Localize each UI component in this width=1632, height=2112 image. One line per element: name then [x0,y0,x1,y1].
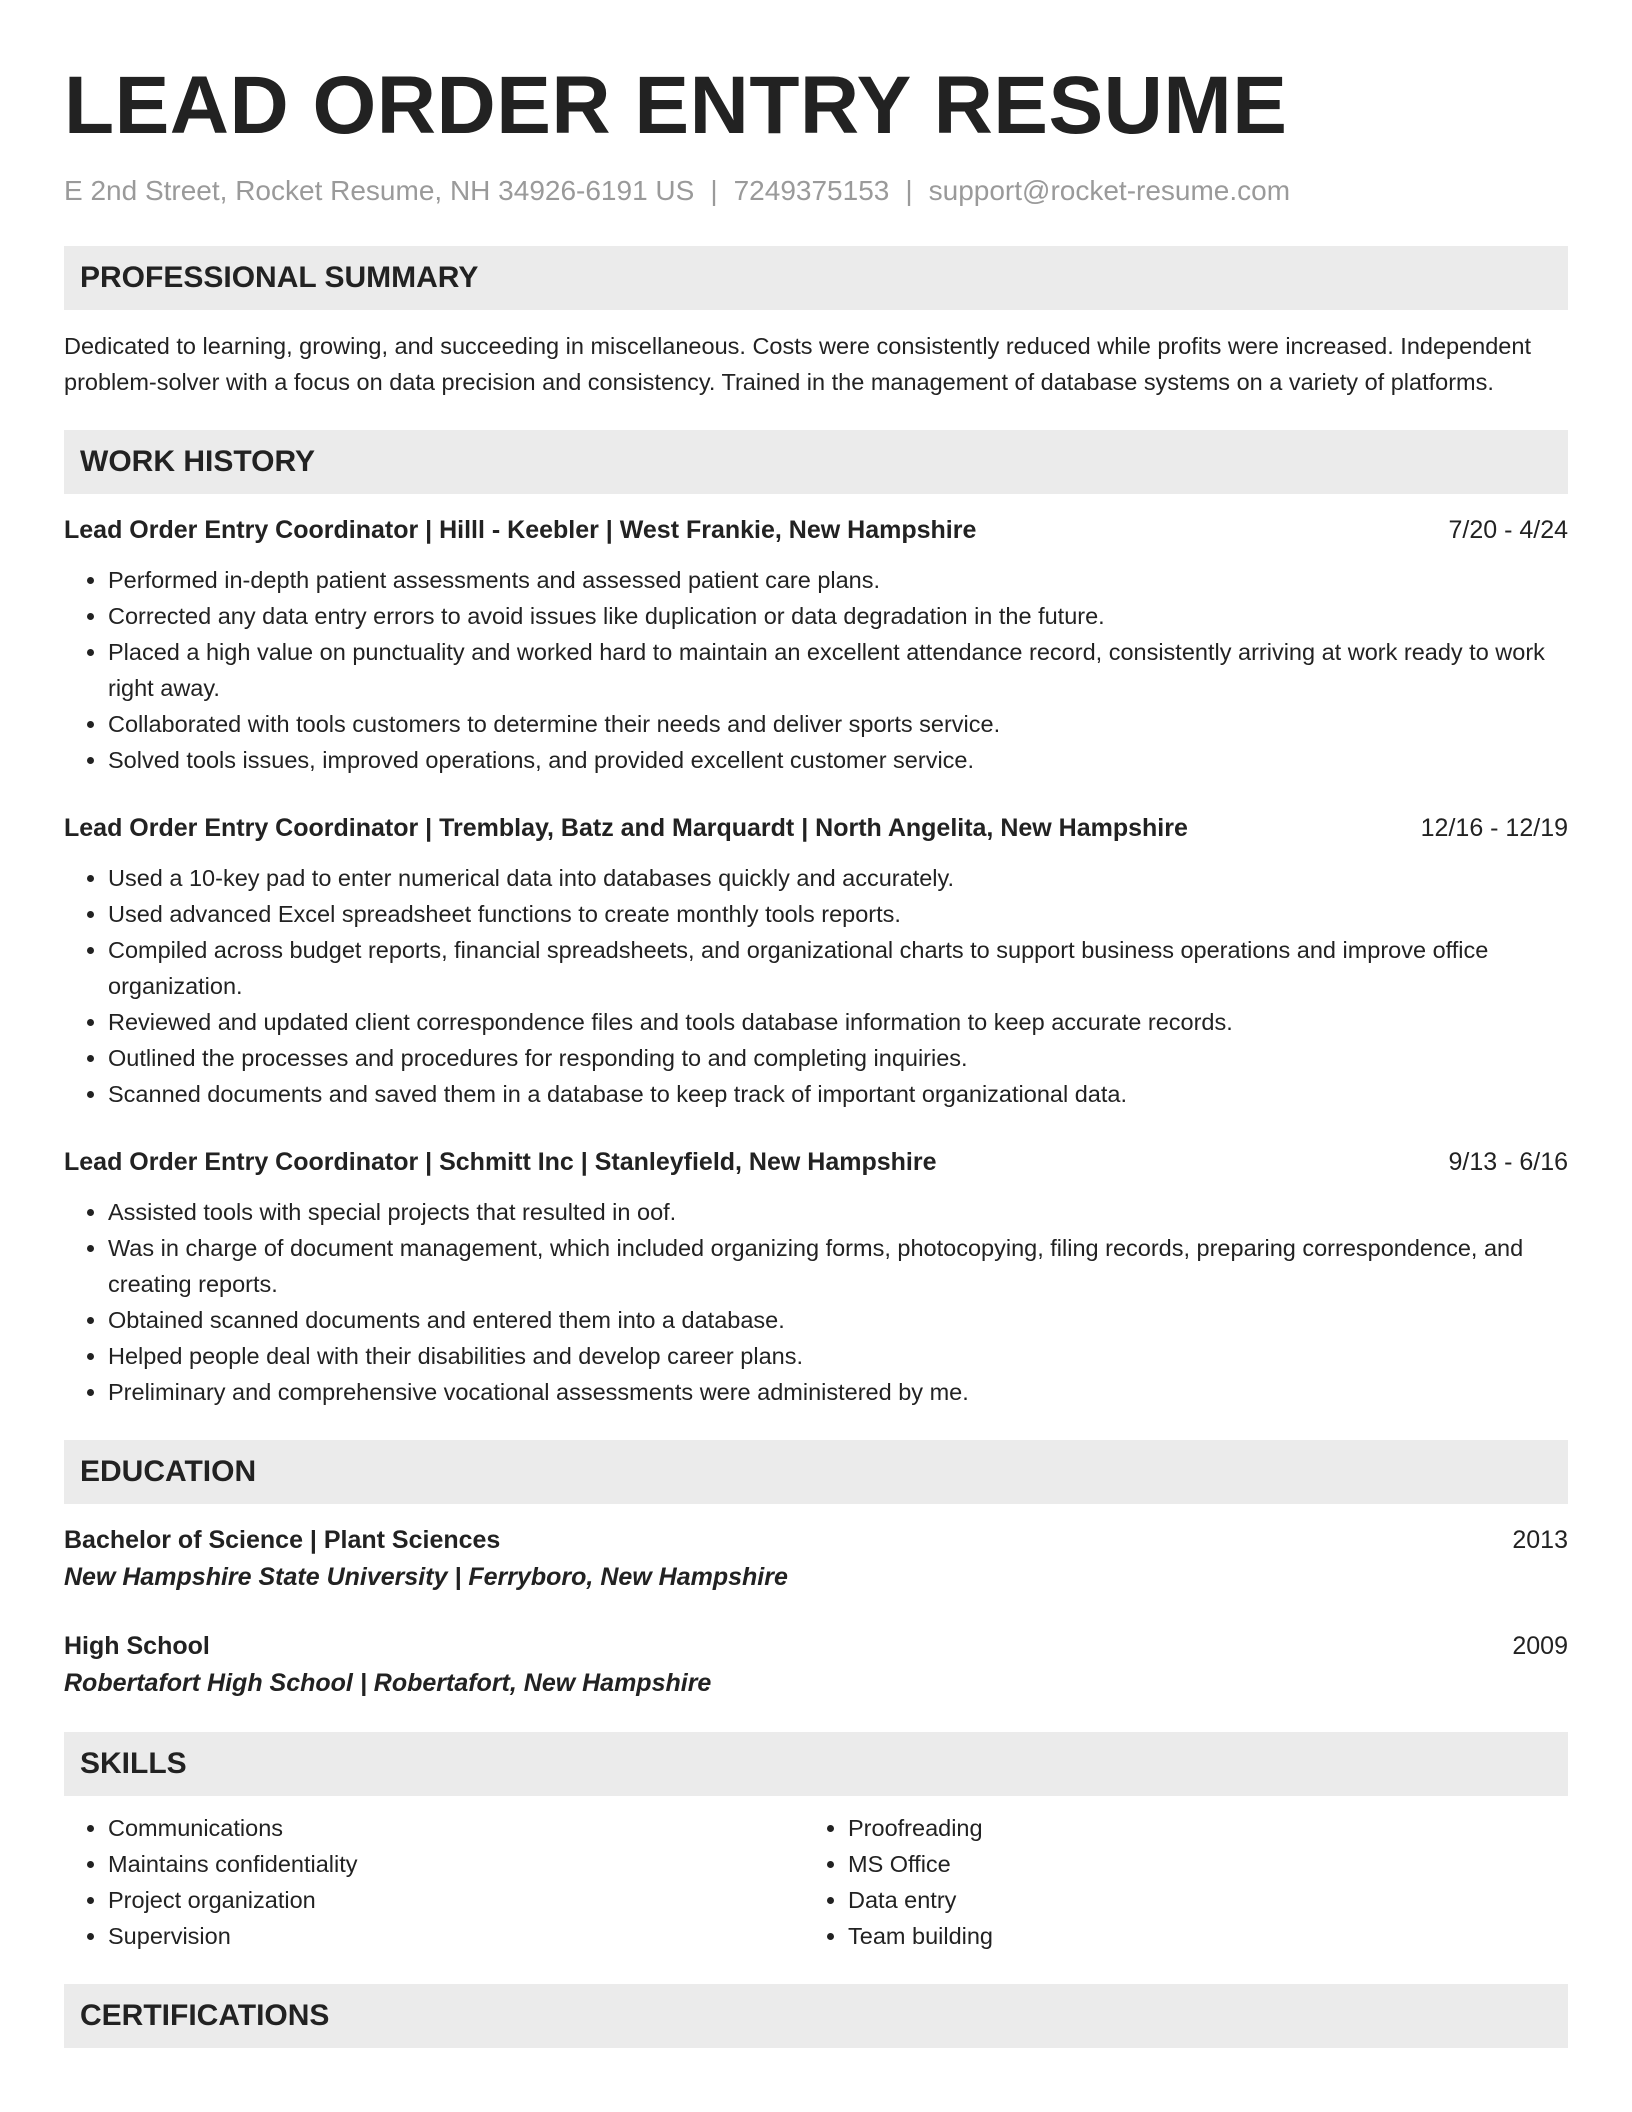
skills-column-left [64,1810,804,1954]
education-entry [64,1628,1568,1702]
resume-title: LEAD ORDER ENTRY RESUME [64,60,1288,151]
contact-line [64,174,1568,208]
job-dates: 7/20 - 4/24 [1448,516,1568,544]
section-heading-work-history: WORK HISTORY [64,430,1568,494]
contact-separator: | [905,175,913,206]
resume-content [64,0,1568,2048]
skill-item: • Team building [848,1918,1544,1954]
skill-item: • Maintains confidentiality [108,1846,804,1882]
job-header [64,1144,1568,1180]
job-entry [64,512,1568,778]
section-heading-summary: PROFESSIONAL SUMMARY [64,246,1568,310]
section-heading-education: EDUCATION [64,1440,1568,1504]
contact-phone: 7249375153 [733,175,890,206]
job-bullets [64,1194,1568,1410]
education-entry [64,1522,1568,1596]
job-header [64,512,1568,548]
skill-item: • MS Office [848,1846,1544,1882]
job-bullets [64,562,1568,778]
job-bullet: • Obtained scanned documents and entered them into a database. [108,1302,1568,1338]
job-bullet: • Collaborated with tools customers to determine their needs and deliver sports service. [108,706,1568,742]
skill-item: • Data entry [848,1882,1544,1918]
skill-item: • Communications [108,1810,804,1846]
contact-separator: | [710,175,718,206]
job-bullet: • Scanned documents and saved them in a database to keep track of important organizational data. [108,1076,1568,1112]
education-school: New Hampshire State University | Ferryboro, New Hampshire [64,1563,788,1591]
job-entry [64,810,1568,1112]
job-dates: 12/16 - 12/19 [1420,814,1568,842]
education-degree: Bachelor of Science | Plant Sciences [64,1526,501,1554]
job-dates: 9/13 - 6/16 [1448,1148,1568,1176]
job-bullets [64,860,1568,1112]
skills-column-right [804,1810,1544,1954]
education-degree: High School [64,1632,210,1660]
job-entry [64,1144,1568,1410]
education-year: 2009 [1512,1632,1568,1660]
education-header [64,1522,1568,1558]
skill-item: • Proofreading [848,1810,1544,1846]
job-bullet: • Used a 10-key pad to enter numerical data into databases quickly and accurately. [108,860,1568,896]
skills-list [64,1810,1568,1954]
job-bullet: • Solved tools issues, improved operations, and provided excellent customer service. [108,742,1568,778]
section-heading-skills: SKILLS [64,1732,1568,1796]
job-bullet: • Performed in-depth patient assessments and assessed patient care plans. [108,562,1568,598]
job-bullet: • Assisted tools with special projects that resulted in oof. [108,1194,1568,1230]
job-bullet: • Preliminary and comprehensive vocational assessments were administered by me. [108,1374,1568,1410]
job-header [64,810,1568,846]
job-heading: Lead Order Entry Coordinator | Hilll - Keebler | West Frankie, New Hampshire [64,516,977,544]
job-bullet: • Used advanced Excel spreadsheet functions to create monthly tools reports. [108,896,1568,932]
education-year: 2013 [1512,1526,1568,1554]
education-header [64,1628,1568,1664]
job-bullet: • Outlined the processes and procedures for responding to and completing inquiries. [108,1040,1568,1076]
education-school: Robertafort High School | Robertafort, New Hampshire [64,1669,712,1697]
job-bullet: • Compiled across budget reports, financial spreadsheets, and organizational charts to support business operations and improve office organization. [108,932,1568,1004]
job-heading: Lead Order Entry Coordinator | Schmitt Inc | Stanleyfield, New Hampshire [64,1148,937,1176]
job-heading: Lead Order Entry Coordinator | Tremblay, Batz and Marquardt | North Angelita, New Hampshire [64,814,1188,842]
summary-text: Dedicated to learning, growing, and succeeding in miscellaneous. Costs were consistently reduced while profits were increased. Independent problem-solver with a focus on data precision and consistency. Trained in the management of database systems on a variety of platforms. [64,333,1531,395]
job-bullet: • Helped people deal with their disabilities and develop career plans. [108,1338,1568,1374]
job-bullet: • Reviewed and updated client correspondence files and tools database information to keep accurate records. [108,1004,1568,1040]
contact-address: E 2nd Street, Rocket Resume, NH 34926-6191 US [64,175,695,206]
job-bullet: • Was in charge of document management, which included organizing forms, photocopying, filing records, preparing correspondence, and creating reports. [108,1230,1568,1302]
job-bullet: • Corrected any data entry errors to avoid issues like duplication or data degradation in the future. [108,598,1568,634]
skill-item: • Project organization [108,1882,804,1918]
job-bullet: • Placed a high value on punctuality and worked hard to maintain an excellent attendance record, consistently arriving at work ready to work right away. [108,634,1568,706]
section-heading-certifications: CERTIFICATIONS [64,1984,1568,2048]
contact-email[interactable]: support@rocket-resume.com [928,175,1291,206]
skill-item: • Supervision [108,1918,804,1954]
